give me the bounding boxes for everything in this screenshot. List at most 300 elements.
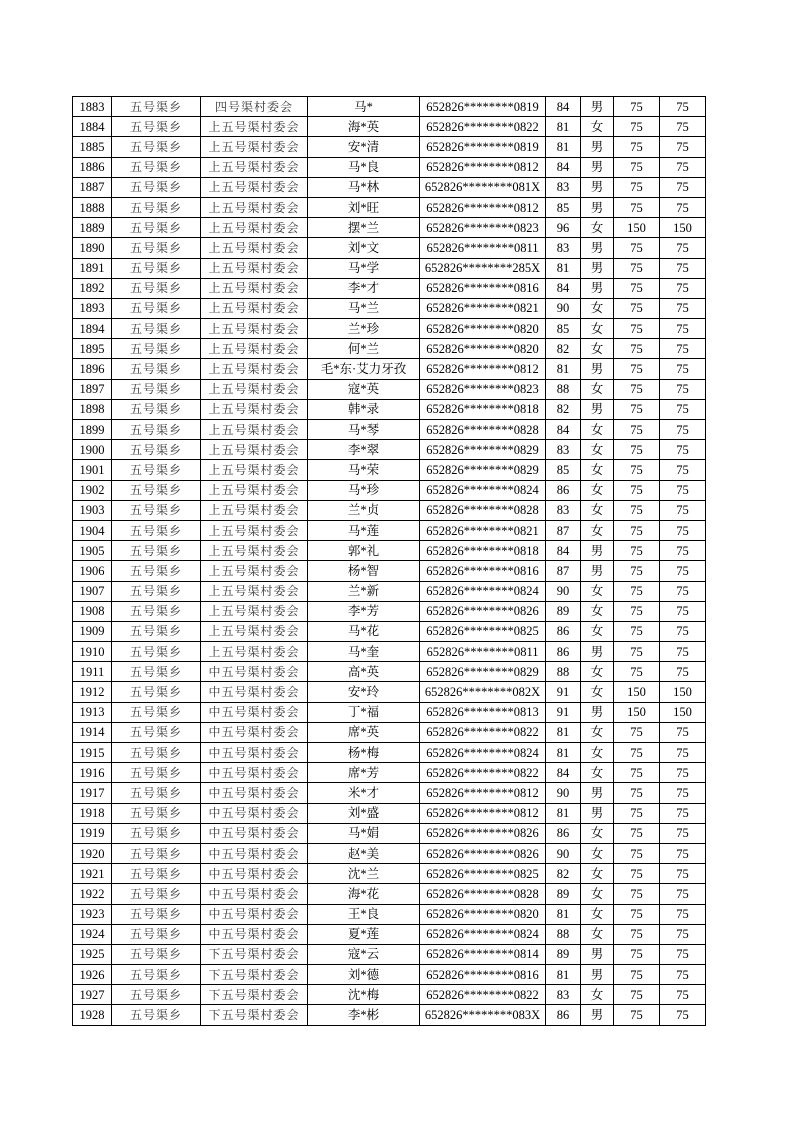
id-number-cell: 652826********0812	[420, 803, 546, 823]
serial-number-cell: 1926	[73, 965, 112, 985]
name-cell: 马*莲	[308, 520, 420, 540]
name-cell: 郭*礼	[308, 541, 420, 561]
village-committee-cell: 上五号渠村委会	[201, 500, 308, 520]
subsidy-standard-cell: 75	[614, 97, 660, 117]
id-number-cell: 652826********0812	[420, 359, 546, 379]
subsidy-standard-cell: 150	[614, 218, 660, 238]
subsidy-standard-cell: 75	[614, 823, 660, 843]
id-number-cell: 652826********0823	[420, 379, 546, 399]
subsidy-standard-cell: 75	[614, 117, 660, 137]
gender-cell: 女	[581, 117, 614, 137]
name-cell: 寇*英	[308, 379, 420, 399]
name-cell: 席*芳	[308, 763, 420, 783]
township-cell: 五号渠乡	[112, 177, 201, 197]
age-cell: 86	[546, 1005, 581, 1025]
subsidy-amount-cell: 75	[660, 985, 706, 1005]
serial-number-cell: 1905	[73, 541, 112, 561]
age-cell: 87	[546, 520, 581, 540]
subsidy-amount-cell: 75	[660, 561, 706, 581]
village-committee-cell: 上五号渠村委会	[201, 238, 308, 258]
subsidy-amount-cell: 75	[660, 924, 706, 944]
id-number-cell: 652826********0822	[420, 722, 546, 742]
id-number-cell: 652826********081X	[420, 177, 546, 197]
serial-number-cell: 1897	[73, 379, 112, 399]
village-committee-cell: 上五号渠村委会	[201, 359, 308, 379]
village-committee-cell: 中五号渠村委会	[201, 884, 308, 904]
id-number-cell: 652826********0819	[420, 97, 546, 117]
gender-cell: 男	[581, 177, 614, 197]
age-cell: 82	[546, 339, 581, 359]
id-number-cell: 652826********0825	[420, 621, 546, 641]
township-cell: 五号渠乡	[112, 460, 201, 480]
subsidy-standard-cell: 75	[614, 783, 660, 803]
id-number-cell: 652826********0826	[420, 823, 546, 843]
gender-cell: 男	[581, 944, 614, 964]
table-row	[73, 541, 706, 561]
village-committee-cell: 上五号渠村委会	[201, 520, 308, 540]
village-committee-cell: 上五号渠村委会	[201, 480, 308, 500]
subsidy-standard-cell: 75	[614, 359, 660, 379]
subsidy-amount-cell: 75	[660, 157, 706, 177]
subsidy-standard-cell: 75	[614, 722, 660, 742]
serial-number-cell: 1884	[73, 117, 112, 137]
name-cell: 沈*梅	[308, 985, 420, 1005]
name-cell: 杨*智	[308, 561, 420, 581]
age-cell: 91	[546, 682, 581, 702]
subsidy-amount-cell: 75	[660, 823, 706, 843]
table-row	[73, 783, 706, 803]
gender-cell: 女	[581, 843, 614, 863]
name-cell: 沈*兰	[308, 864, 420, 884]
village-committee-cell: 上五号渠村委会	[201, 581, 308, 601]
subsidy-standard-cell: 150	[614, 702, 660, 722]
name-cell: 马*兰	[308, 298, 420, 318]
age-cell: 83	[546, 177, 581, 197]
serial-number-cell: 1917	[73, 783, 112, 803]
township-cell: 五号渠乡	[112, 359, 201, 379]
subsidy-standard-cell: 75	[614, 642, 660, 662]
gender-cell: 男	[581, 561, 614, 581]
subsidy-standard-cell: 75	[614, 238, 660, 258]
gender-cell: 女	[581, 480, 614, 500]
table-row	[73, 702, 706, 722]
gender-cell: 女	[581, 339, 614, 359]
village-committee-cell: 下五号渠村委会	[201, 944, 308, 964]
serial-number-cell: 1916	[73, 763, 112, 783]
subsidy-standard-cell: 75	[614, 339, 660, 359]
table-row	[73, 904, 706, 924]
gender-cell: 女	[581, 520, 614, 540]
village-committee-cell: 中五号渠村委会	[201, 864, 308, 884]
name-cell: 兰*珍	[308, 319, 420, 339]
name-cell: 安*玲	[308, 682, 420, 702]
township-cell: 五号渠乡	[112, 500, 201, 520]
age-cell: 84	[546, 541, 581, 561]
gender-cell: 男	[581, 137, 614, 157]
gender-cell: 男	[581, 197, 614, 217]
subsidy-standard-cell: 75	[614, 601, 660, 621]
table-row	[73, 399, 706, 419]
table-row	[73, 218, 706, 238]
serial-number-cell: 1885	[73, 137, 112, 157]
name-cell: 杨*梅	[308, 743, 420, 763]
serial-number-cell: 1919	[73, 823, 112, 843]
village-committee-cell: 上五号渠村委会	[201, 278, 308, 298]
age-cell: 81	[546, 965, 581, 985]
id-number-cell: 652826********0820	[420, 339, 546, 359]
name-cell: 马*学	[308, 258, 420, 278]
subsidy-amount-cell: 75	[660, 197, 706, 217]
age-cell: 84	[546, 97, 581, 117]
village-committee-cell: 上五号渠村委会	[201, 177, 308, 197]
roster-body	[73, 97, 706, 1026]
id-number-cell: 652826********0816	[420, 965, 546, 985]
age-cell: 84	[546, 157, 581, 177]
township-cell: 五号渠乡	[112, 339, 201, 359]
township-cell: 五号渠乡	[112, 682, 201, 702]
subsidy-standard-cell: 75	[614, 278, 660, 298]
serial-number-cell: 1898	[73, 399, 112, 419]
gender-cell: 女	[581, 621, 614, 641]
age-cell: 91	[546, 702, 581, 722]
age-cell: 90	[546, 843, 581, 863]
gender-cell: 男	[581, 399, 614, 419]
village-committee-cell: 中五号渠村委会	[201, 823, 308, 843]
subsidy-amount-cell: 75	[660, 803, 706, 823]
subsidy-standard-cell: 75	[614, 399, 660, 419]
serial-number-cell: 1904	[73, 520, 112, 540]
township-cell: 五号渠乡	[112, 823, 201, 843]
name-cell: 席*英	[308, 722, 420, 742]
subsidy-standard-cell: 75	[614, 763, 660, 783]
serial-number-cell: 1903	[73, 500, 112, 520]
township-cell: 五号渠乡	[112, 278, 201, 298]
subsidy-amount-cell: 75	[660, 783, 706, 803]
subsidy-standard-cell: 75	[614, 319, 660, 339]
village-committee-cell: 中五号渠村委会	[201, 763, 308, 783]
subsidy-standard-cell: 75	[614, 379, 660, 399]
township-cell: 五号渠乡	[112, 157, 201, 177]
gender-cell: 女	[581, 904, 614, 924]
subsidy-standard-cell: 150	[614, 682, 660, 702]
village-committee-cell: 中五号渠村委会	[201, 843, 308, 863]
gender-cell: 女	[581, 298, 614, 318]
gender-cell: 女	[581, 722, 614, 742]
subsidy-amount-cell: 75	[660, 359, 706, 379]
name-cell: 马*花	[308, 621, 420, 641]
subsidy-standard-cell: 75	[614, 1005, 660, 1025]
serial-number-cell: 1886	[73, 157, 112, 177]
gender-cell: 女	[581, 662, 614, 682]
subsidy-amount-cell: 75	[660, 97, 706, 117]
serial-number-cell: 1889	[73, 218, 112, 238]
id-number-cell: 652826********0824	[420, 743, 546, 763]
subsidy-standard-cell: 75	[614, 420, 660, 440]
age-cell: 89	[546, 601, 581, 621]
name-cell: 寇*云	[308, 944, 420, 964]
township-cell: 五号渠乡	[112, 904, 201, 924]
age-cell: 81	[546, 904, 581, 924]
village-committee-cell: 上五号渠村委会	[201, 621, 308, 641]
subsidy-amount-cell: 75	[660, 1005, 706, 1025]
id-number-cell: 652826********0824	[420, 924, 546, 944]
age-cell: 81	[546, 117, 581, 137]
id-number-cell: 652826********0814	[420, 944, 546, 964]
subsidy-amount-cell: 75	[660, 379, 706, 399]
subsidy-amount-cell: 75	[660, 480, 706, 500]
table-row	[73, 278, 706, 298]
id-number-cell: 652826********0822	[420, 117, 546, 137]
township-cell: 五号渠乡	[112, 843, 201, 863]
village-committee-cell: 上五号渠村委会	[201, 561, 308, 581]
table-row	[73, 359, 706, 379]
table-row	[73, 823, 706, 843]
name-cell: 马*良	[308, 157, 420, 177]
village-committee-cell: 上五号渠村委会	[201, 339, 308, 359]
township-cell: 五号渠乡	[112, 440, 201, 460]
village-committee-cell: 上五号渠村委会	[201, 298, 308, 318]
id-number-cell: 652826********0819	[420, 137, 546, 157]
age-cell: 85	[546, 319, 581, 339]
name-cell: 兰*新	[308, 581, 420, 601]
table-row	[73, 621, 706, 641]
gender-cell: 女	[581, 218, 614, 238]
township-cell: 五号渠乡	[112, 117, 201, 137]
subsidy-amount-cell: 75	[660, 904, 706, 924]
subsidy-standard-cell: 75	[614, 460, 660, 480]
village-committee-cell: 中五号渠村委会	[201, 682, 308, 702]
id-number-cell: 652826********0828	[420, 420, 546, 440]
id-number-cell: 652826********0816	[420, 561, 546, 581]
age-cell: 90	[546, 298, 581, 318]
serial-number-cell: 1900	[73, 440, 112, 460]
serial-number-cell: 1915	[73, 743, 112, 763]
serial-number-cell: 1908	[73, 601, 112, 621]
gender-cell: 女	[581, 500, 614, 520]
village-committee-cell: 上五号渠村委会	[201, 541, 308, 561]
name-cell: 夏*莲	[308, 924, 420, 944]
serial-number-cell: 1888	[73, 197, 112, 217]
id-number-cell: 652826********0821	[420, 298, 546, 318]
subsidy-standard-cell: 75	[614, 298, 660, 318]
subsidy-amount-cell: 75	[660, 177, 706, 197]
gender-cell: 男	[581, 258, 614, 278]
age-cell: 81	[546, 722, 581, 742]
id-number-cell: 652826********0823	[420, 218, 546, 238]
id-number-cell: 652826********0811	[420, 238, 546, 258]
township-cell: 五号渠乡	[112, 399, 201, 419]
subsidy-amount-cell: 75	[660, 763, 706, 783]
village-committee-cell: 中五号渠村委会	[201, 743, 308, 763]
subsidy-amount-cell: 150	[660, 682, 706, 702]
serial-number-cell: 1914	[73, 722, 112, 742]
subsidy-amount-cell: 75	[660, 944, 706, 964]
gender-cell: 女	[581, 581, 614, 601]
village-committee-cell: 上五号渠村委会	[201, 137, 308, 157]
village-committee-cell: 中五号渠村委会	[201, 904, 308, 924]
name-cell: 马*娟	[308, 823, 420, 843]
id-number-cell: 652826********0825	[420, 864, 546, 884]
id-number-cell: 652826********082X	[420, 682, 546, 702]
age-cell: 89	[546, 884, 581, 904]
table-row	[73, 743, 706, 763]
serial-number-cell: 1902	[73, 480, 112, 500]
gender-cell: 男	[581, 278, 614, 298]
subsidy-standard-cell: 75	[614, 843, 660, 863]
gender-cell: 女	[581, 884, 614, 904]
subsidy-amount-cell: 75	[660, 258, 706, 278]
table-row	[73, 965, 706, 985]
age-cell: 84	[546, 763, 581, 783]
table-row	[73, 682, 706, 702]
serial-number-cell: 1892	[73, 278, 112, 298]
township-cell: 五号渠乡	[112, 581, 201, 601]
township-cell: 五号渠乡	[112, 662, 201, 682]
serial-number-cell: 1906	[73, 561, 112, 581]
name-cell: 李*彬	[308, 1005, 420, 1025]
id-number-cell: 652826********0828	[420, 884, 546, 904]
subsidy-standard-cell: 75	[614, 541, 660, 561]
id-number-cell: 652826********0822	[420, 985, 546, 1005]
serial-number-cell: 1924	[73, 924, 112, 944]
gender-cell: 女	[581, 379, 614, 399]
table-row	[73, 97, 706, 117]
village-committee-cell: 上五号渠村委会	[201, 420, 308, 440]
subsidy-amount-cell: 75	[660, 238, 706, 258]
serial-number-cell: 1911	[73, 662, 112, 682]
gender-cell: 男	[581, 541, 614, 561]
village-committee-cell: 上五号渠村委会	[201, 319, 308, 339]
gender-cell: 男	[581, 359, 614, 379]
village-committee-cell: 上五号渠村委会	[201, 601, 308, 621]
name-cell: 兰*贞	[308, 500, 420, 520]
township-cell: 五号渠乡	[112, 258, 201, 278]
table-row	[73, 763, 706, 783]
table-row	[73, 662, 706, 682]
gender-cell: 男	[581, 238, 614, 258]
gender-cell: 女	[581, 823, 614, 843]
id-number-cell: 652826********0820	[420, 319, 546, 339]
name-cell: 刘*德	[308, 965, 420, 985]
serial-number-cell: 1883	[73, 97, 112, 117]
name-cell: 高*英	[308, 662, 420, 682]
subsidy-amount-cell: 75	[660, 884, 706, 904]
township-cell: 五号渠乡	[112, 985, 201, 1005]
township-cell: 五号渠乡	[112, 944, 201, 964]
id-number-cell: 652826********0820	[420, 904, 546, 924]
table-row	[73, 298, 706, 318]
subsidy-standard-cell: 75	[614, 985, 660, 1005]
table-row	[73, 722, 706, 742]
name-cell: 马*	[308, 97, 420, 117]
township-cell: 五号渠乡	[112, 480, 201, 500]
subsidy-amount-cell: 75	[660, 743, 706, 763]
name-cell: 马*奎	[308, 642, 420, 662]
name-cell: 马*珍	[308, 480, 420, 500]
name-cell: 马*林	[308, 177, 420, 197]
table-row	[73, 985, 706, 1005]
subsidy-amount-cell: 75	[660, 137, 706, 157]
subsidy-standard-cell: 75	[614, 944, 660, 964]
id-number-cell: 652826********0826	[420, 601, 546, 621]
subsidy-amount-cell: 75	[660, 662, 706, 682]
serial-number-cell: 1887	[73, 177, 112, 197]
gender-cell: 女	[581, 601, 614, 621]
township-cell: 五号渠乡	[112, 379, 201, 399]
serial-number-cell: 1922	[73, 884, 112, 904]
id-number-cell: 652826********0812	[420, 157, 546, 177]
id-number-cell: 652826********0824	[420, 581, 546, 601]
subsidy-standard-cell: 75	[614, 520, 660, 540]
subsidy-standard-cell: 75	[614, 561, 660, 581]
township-cell: 五号渠乡	[112, 541, 201, 561]
gender-cell: 女	[581, 985, 614, 1005]
serial-number-cell: 1894	[73, 319, 112, 339]
table-row	[73, 803, 706, 823]
name-cell: 王*良	[308, 904, 420, 924]
township-cell: 五号渠乡	[112, 97, 201, 117]
subsidy-standard-cell: 75	[614, 258, 660, 278]
serial-number-cell: 1909	[73, 621, 112, 641]
serial-number-cell: 1899	[73, 420, 112, 440]
subsidy-standard-cell: 75	[614, 904, 660, 924]
name-cell: 摆*兰	[308, 218, 420, 238]
name-cell: 丁*福	[308, 702, 420, 722]
id-number-cell: 652826********0821	[420, 520, 546, 540]
age-cell: 83	[546, 500, 581, 520]
table-row	[73, 924, 706, 944]
name-cell: 安*清	[308, 137, 420, 157]
gender-cell: 女	[581, 440, 614, 460]
id-number-cell: 652826********0829	[420, 662, 546, 682]
serial-number-cell: 1907	[73, 581, 112, 601]
township-cell: 五号渠乡	[112, 1005, 201, 1025]
township-cell: 五号渠乡	[112, 197, 201, 217]
serial-number-cell: 1895	[73, 339, 112, 359]
subsidy-amount-cell: 75	[660, 520, 706, 540]
village-committee-cell: 上五号渠村委会	[201, 258, 308, 278]
name-cell: 海*花	[308, 884, 420, 904]
name-cell: 毛*东·艾力牙孜	[308, 359, 420, 379]
serial-number-cell: 1920	[73, 843, 112, 863]
village-committee-cell: 中五号渠村委会	[201, 702, 308, 722]
age-cell: 84	[546, 420, 581, 440]
village-committee-cell: 下五号渠村委会	[201, 1005, 308, 1025]
table-row	[73, 884, 706, 904]
subsidy-standard-cell: 75	[614, 157, 660, 177]
gender-cell: 女	[581, 864, 614, 884]
table-row	[73, 137, 706, 157]
township-cell: 五号渠乡	[112, 137, 201, 157]
roster-table	[72, 96, 706, 1026]
township-cell: 五号渠乡	[112, 238, 201, 258]
subsidy-standard-cell: 75	[614, 662, 660, 682]
table-row	[73, 157, 706, 177]
table-row	[73, 460, 706, 480]
township-cell: 五号渠乡	[112, 561, 201, 581]
age-cell: 85	[546, 460, 581, 480]
gender-cell: 女	[581, 763, 614, 783]
subsidy-amount-cell: 75	[660, 319, 706, 339]
gender-cell: 男	[581, 702, 614, 722]
subsidy-standard-cell: 75	[614, 177, 660, 197]
subsidy-amount-cell: 75	[660, 278, 706, 298]
subsidy-standard-cell: 75	[614, 197, 660, 217]
name-cell: 赵*美	[308, 843, 420, 863]
serial-number-cell: 1891	[73, 258, 112, 278]
name-cell: 李*翠	[308, 440, 420, 460]
subsidy-amount-cell: 150	[660, 702, 706, 722]
